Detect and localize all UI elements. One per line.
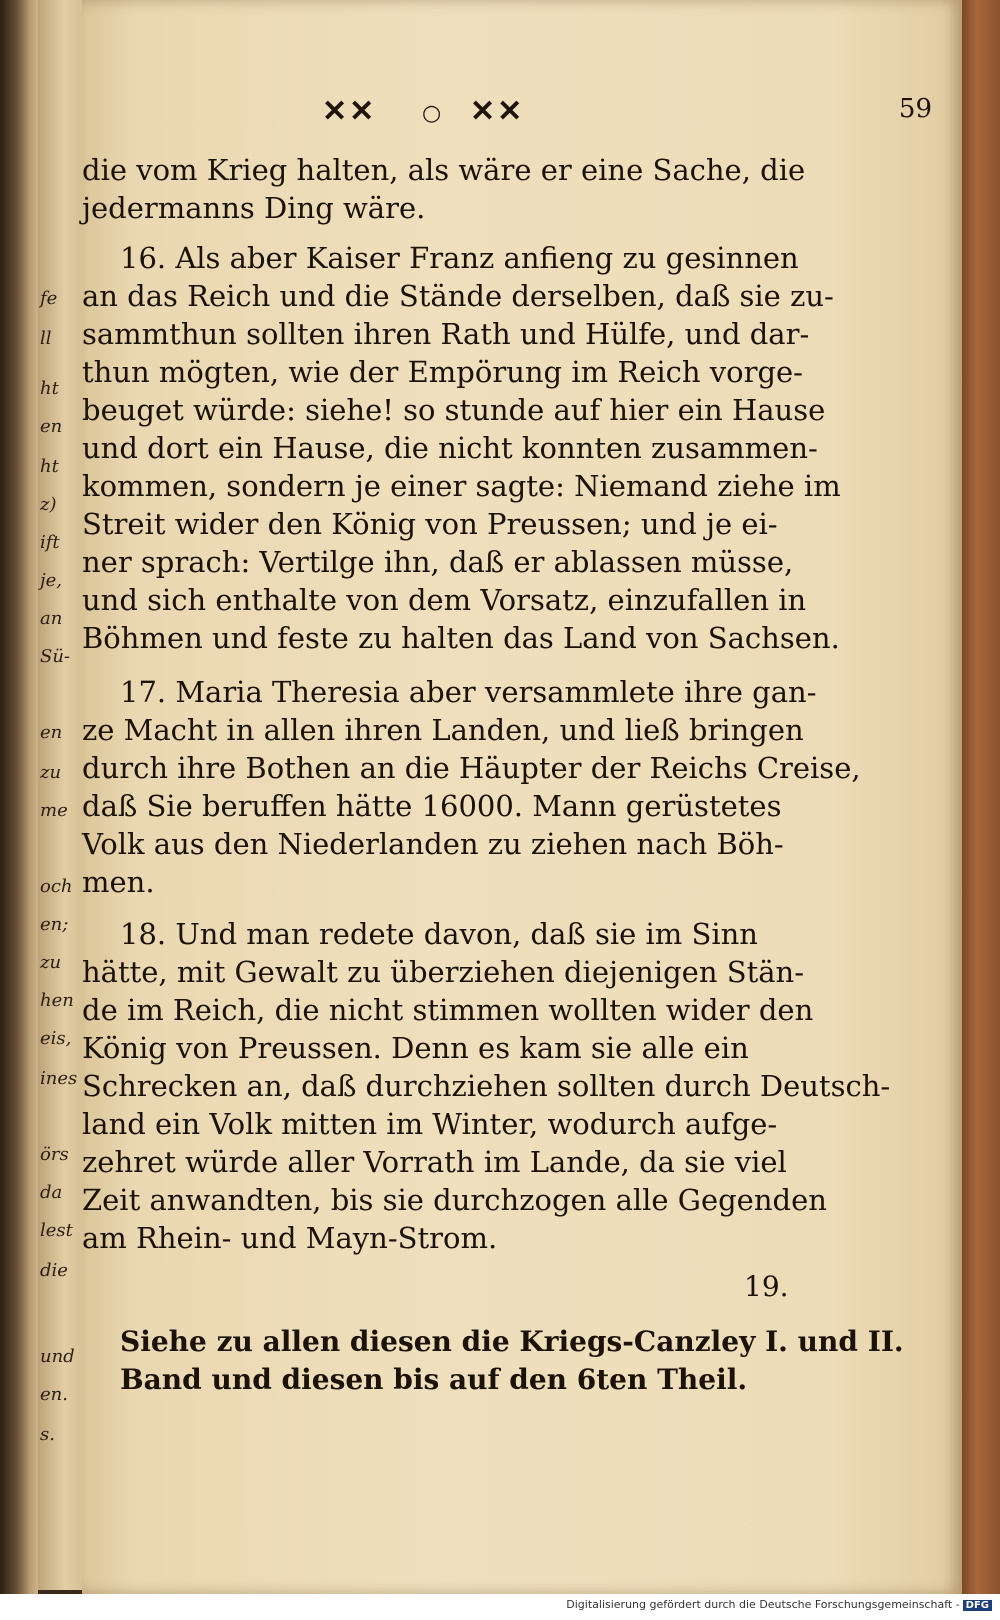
text-line: kommen, sondern je einer sagte: Niemand ziehe im — [82, 469, 841, 503]
prev-fragment: eis, — [40, 1028, 72, 1049]
header-ornament-circle: ○ — [422, 100, 444, 126]
text-line: die vom Krieg halten, als wäre er eine Sache, die — [82, 153, 806, 187]
prev-fragment: zu — [40, 952, 62, 973]
prev-fragment: en — [40, 416, 63, 437]
page-header — [82, 88, 962, 138]
text-line: beuget würde: siehe! so stunde auf hier ein Hause — [82, 393, 826, 427]
text-line: Streit wider den König von Preussen; und je ei- — [82, 507, 778, 541]
header-ornament: ✕✕ — [470, 94, 525, 129]
prev-fragment: s. — [40, 1424, 55, 1445]
text-line: am Rhein- und Mayn-Strom. — [82, 1221, 498, 1255]
prev-fragment: lest — [40, 1220, 73, 1241]
prev-fragment: da — [40, 1182, 63, 1203]
text-line: König von Preussen. Denn es kam sie alle ein — [82, 1031, 749, 1065]
book-gutter — [0, 0, 38, 1620]
text-line: und sich enthalte von dem Vorsatz, einzufallen in — [82, 583, 807, 617]
text-line: men. — [82, 865, 155, 899]
prev-fragment: fe — [40, 288, 58, 309]
prev-fragment: en; — [40, 914, 69, 935]
text-line: 16. Als aber Kaiser Franz anfieng zu gesinnen — [120, 241, 799, 275]
prev-fragment: ines — [40, 1068, 78, 1089]
catchword: 19. — [744, 1270, 789, 1303]
text-line: Zeit anwandten, bis sie durchzogen alle Gegenden — [82, 1183, 827, 1217]
prev-fragment: je, — [40, 570, 62, 591]
prev-fragment: en. — [40, 1384, 68, 1405]
text-line: de im Reich, die nicht stimmen wollten wider den — [82, 993, 814, 1027]
prev-fragment: ht — [40, 378, 59, 399]
header-ornament: ✕✕ — [322, 94, 377, 129]
text-line: ze Macht in allen ihren Landen, und ließ bringen — [82, 713, 804, 747]
text-line: und dort ein Hause, die nicht konnten zusammen- — [82, 431, 818, 465]
dfg-logo: DFG — [963, 1600, 992, 1611]
prev-fragment: örs — [40, 1144, 69, 1165]
prev-fragment: Sü- — [40, 646, 71, 667]
text-line: sammthun sollten ihren Rath und Hülfe, und dar- — [82, 317, 810, 351]
text-line: daß Sie beruffen hätte 16000. Mann gerüstetes — [82, 789, 782, 823]
text-line: Schrecken an, daß durchziehen sollten durch Deutsch- — [82, 1069, 891, 1103]
text-line: thun mögten, wie der Empörung im Reich vorge- — [82, 355, 803, 389]
prev-fragment: ift — [40, 532, 60, 553]
previous-page-edge — [38, 0, 82, 1590]
prev-fragment: och — [40, 876, 73, 897]
text-line: zehret würde aller Vorrath im Lande, da sie viel — [82, 1145, 787, 1179]
prev-fragment: ht — [40, 456, 59, 477]
text-line: land ein Volk mitten im Winter, wodurch aufge- — [82, 1107, 778, 1141]
text-line: 18. Und man redete davon, daß sie im Sinn — [120, 917, 758, 951]
text-line: jedermanns Ding wäre. — [82, 191, 426, 225]
prev-fragment: me — [40, 800, 68, 821]
prev-fragment: z) — [40, 494, 57, 515]
prev-fragment: zu — [40, 762, 62, 783]
credit-text: Digitalisierung gefördert durch die Deutsche Forschungsgemeinschaft - — [566, 1598, 960, 1611]
prev-fragment: und — [40, 1346, 75, 1367]
text-line: Volk aus den Niederlanden zu ziehen nach Böh- — [82, 827, 784, 861]
text-line: durch ihre Bothen an die Häupter der Reichs Creise, — [82, 751, 861, 785]
text-line: an das Reich und die Stände derselben, daß sie zu- — [82, 279, 834, 313]
footnote-line: Siehe zu allen diesen die Kriegs-Canzley I. und II. — [120, 1325, 904, 1358]
prev-fragment: ll — [40, 328, 52, 349]
text-line: 17. Maria Theresia aber versammlete ihre gan- — [120, 675, 817, 709]
prev-fragment: en — [40, 722, 63, 743]
digitization-credit — [566, 1598, 992, 1611]
footnote-line: Band und diesen bis auf den 6ten Theil. — [120, 1363, 748, 1396]
text-line: Böhmen und feste zu halten das Land von Sachsen. — [82, 621, 840, 655]
text-line: hätte, mit Gewalt zu überziehen diejenigen Stän- — [82, 955, 805, 989]
text-line: ner sprach: Vertilge ihn, daß er ablassen müsse, — [82, 545, 794, 579]
page-number: 59 — [898, 94, 932, 124]
book-cover-edge — [962, 0, 1000, 1620]
prev-fragment: hen — [40, 990, 74, 1011]
prev-fragment: an — [40, 608, 63, 629]
prev-fragment: die — [40, 1260, 68, 1281]
